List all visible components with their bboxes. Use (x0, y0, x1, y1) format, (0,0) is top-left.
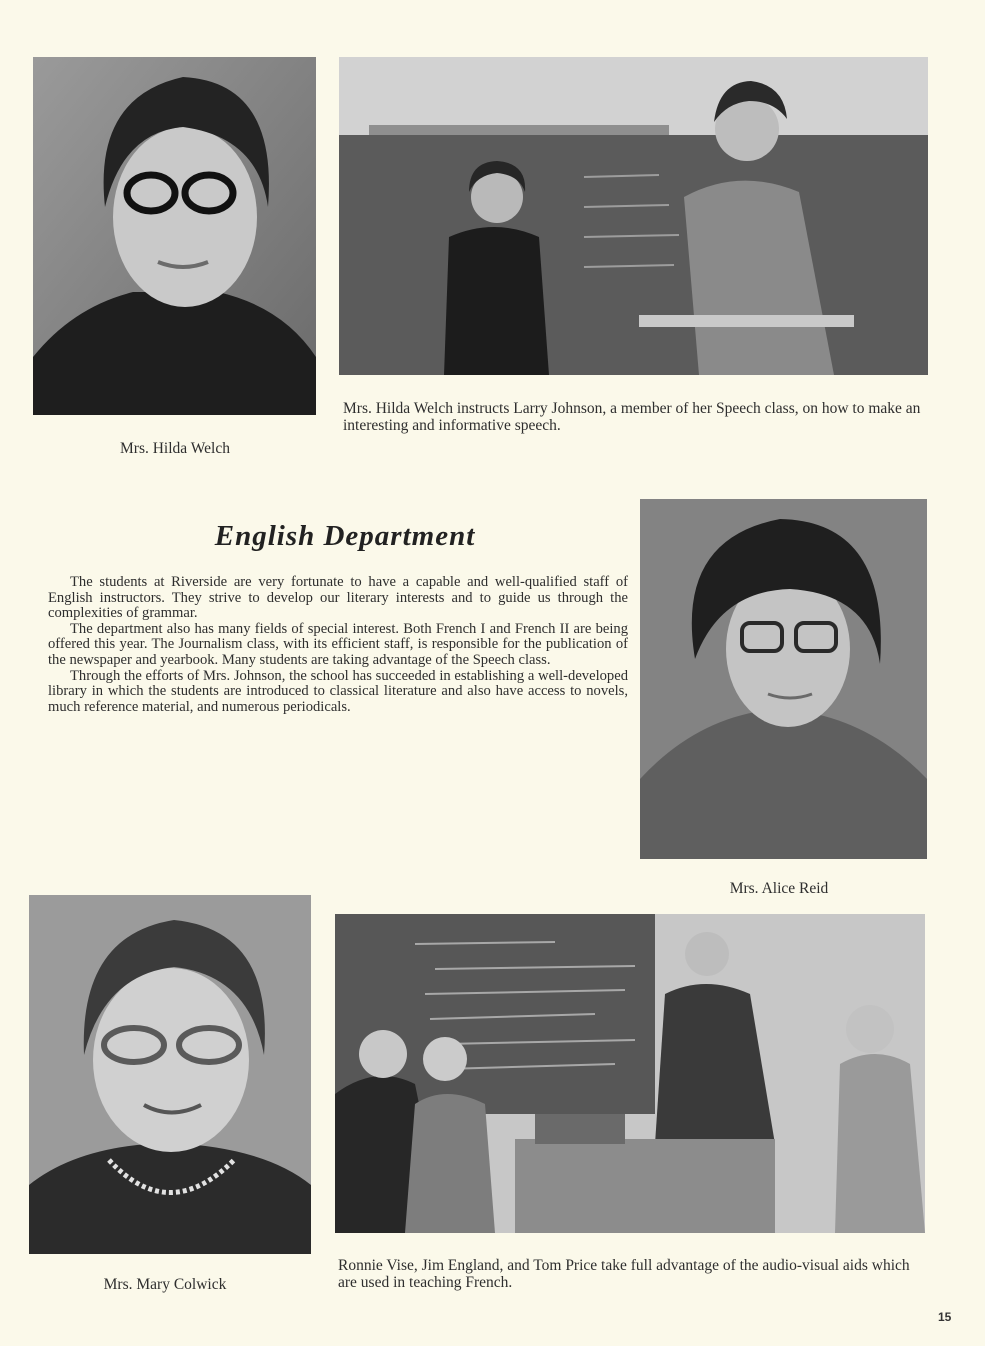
colwick-portrait-image (29, 895, 311, 1254)
reid-portrait-image (640, 499, 927, 859)
french-class-photo (335, 914, 925, 1233)
reid-portrait-photo (640, 499, 927, 859)
colwick-portrait-caption: Mrs. Mary Colwick (103, 1276, 227, 1293)
french-class-image (335, 914, 925, 1233)
body-paragraph-3: Through the efforts of Mrs. Johnson, the school has succeeded in establishing a well-developed library in which the students are introduced to classical literature and also have access to novels, much reference material, and numerous periodicals. (48, 667, 628, 715)
speech-class-image (339, 57, 928, 375)
section-body (48, 575, 628, 715)
speech-class-caption: Mrs. Hilda Welch instructs Larry Johnson, a member of her Speech class, on how to make an interesting and informative speech. (343, 400, 921, 434)
french-class-caption: Ronnie Vise, Jim England, and Tom Price take full advantage of the audio-visual aids which are used in teaching French. (338, 1257, 910, 1291)
page-number: 15 (938, 1310, 952, 1324)
speech-class-photo (339, 57, 928, 375)
reid-portrait-caption: Mrs. Alice Reid (729, 880, 829, 897)
body-paragraph-2: The department also has many fields of special interest. Both French I and French II are being offered this year. The Journalism class, with its efficient staff, is responsible for the publication of the newspaper and yearbook. Many students are taking advantage of the Speech class. (48, 620, 628, 668)
body-paragraph-1: The students at Riverside are very fortunate to have a capable and well-qualified staff of English instructors. They strive to develop our literary interests and to guide us through the complexities of grammar. (48, 574, 628, 622)
welch-portrait-photo (33, 57, 316, 415)
section-title: English Department (214, 520, 476, 552)
colwick-portrait-photo (29, 895, 311, 1254)
welch-portrait-image (33, 57, 316, 415)
welch-portrait-caption: Mrs. Hilda Welch (120, 440, 230, 457)
